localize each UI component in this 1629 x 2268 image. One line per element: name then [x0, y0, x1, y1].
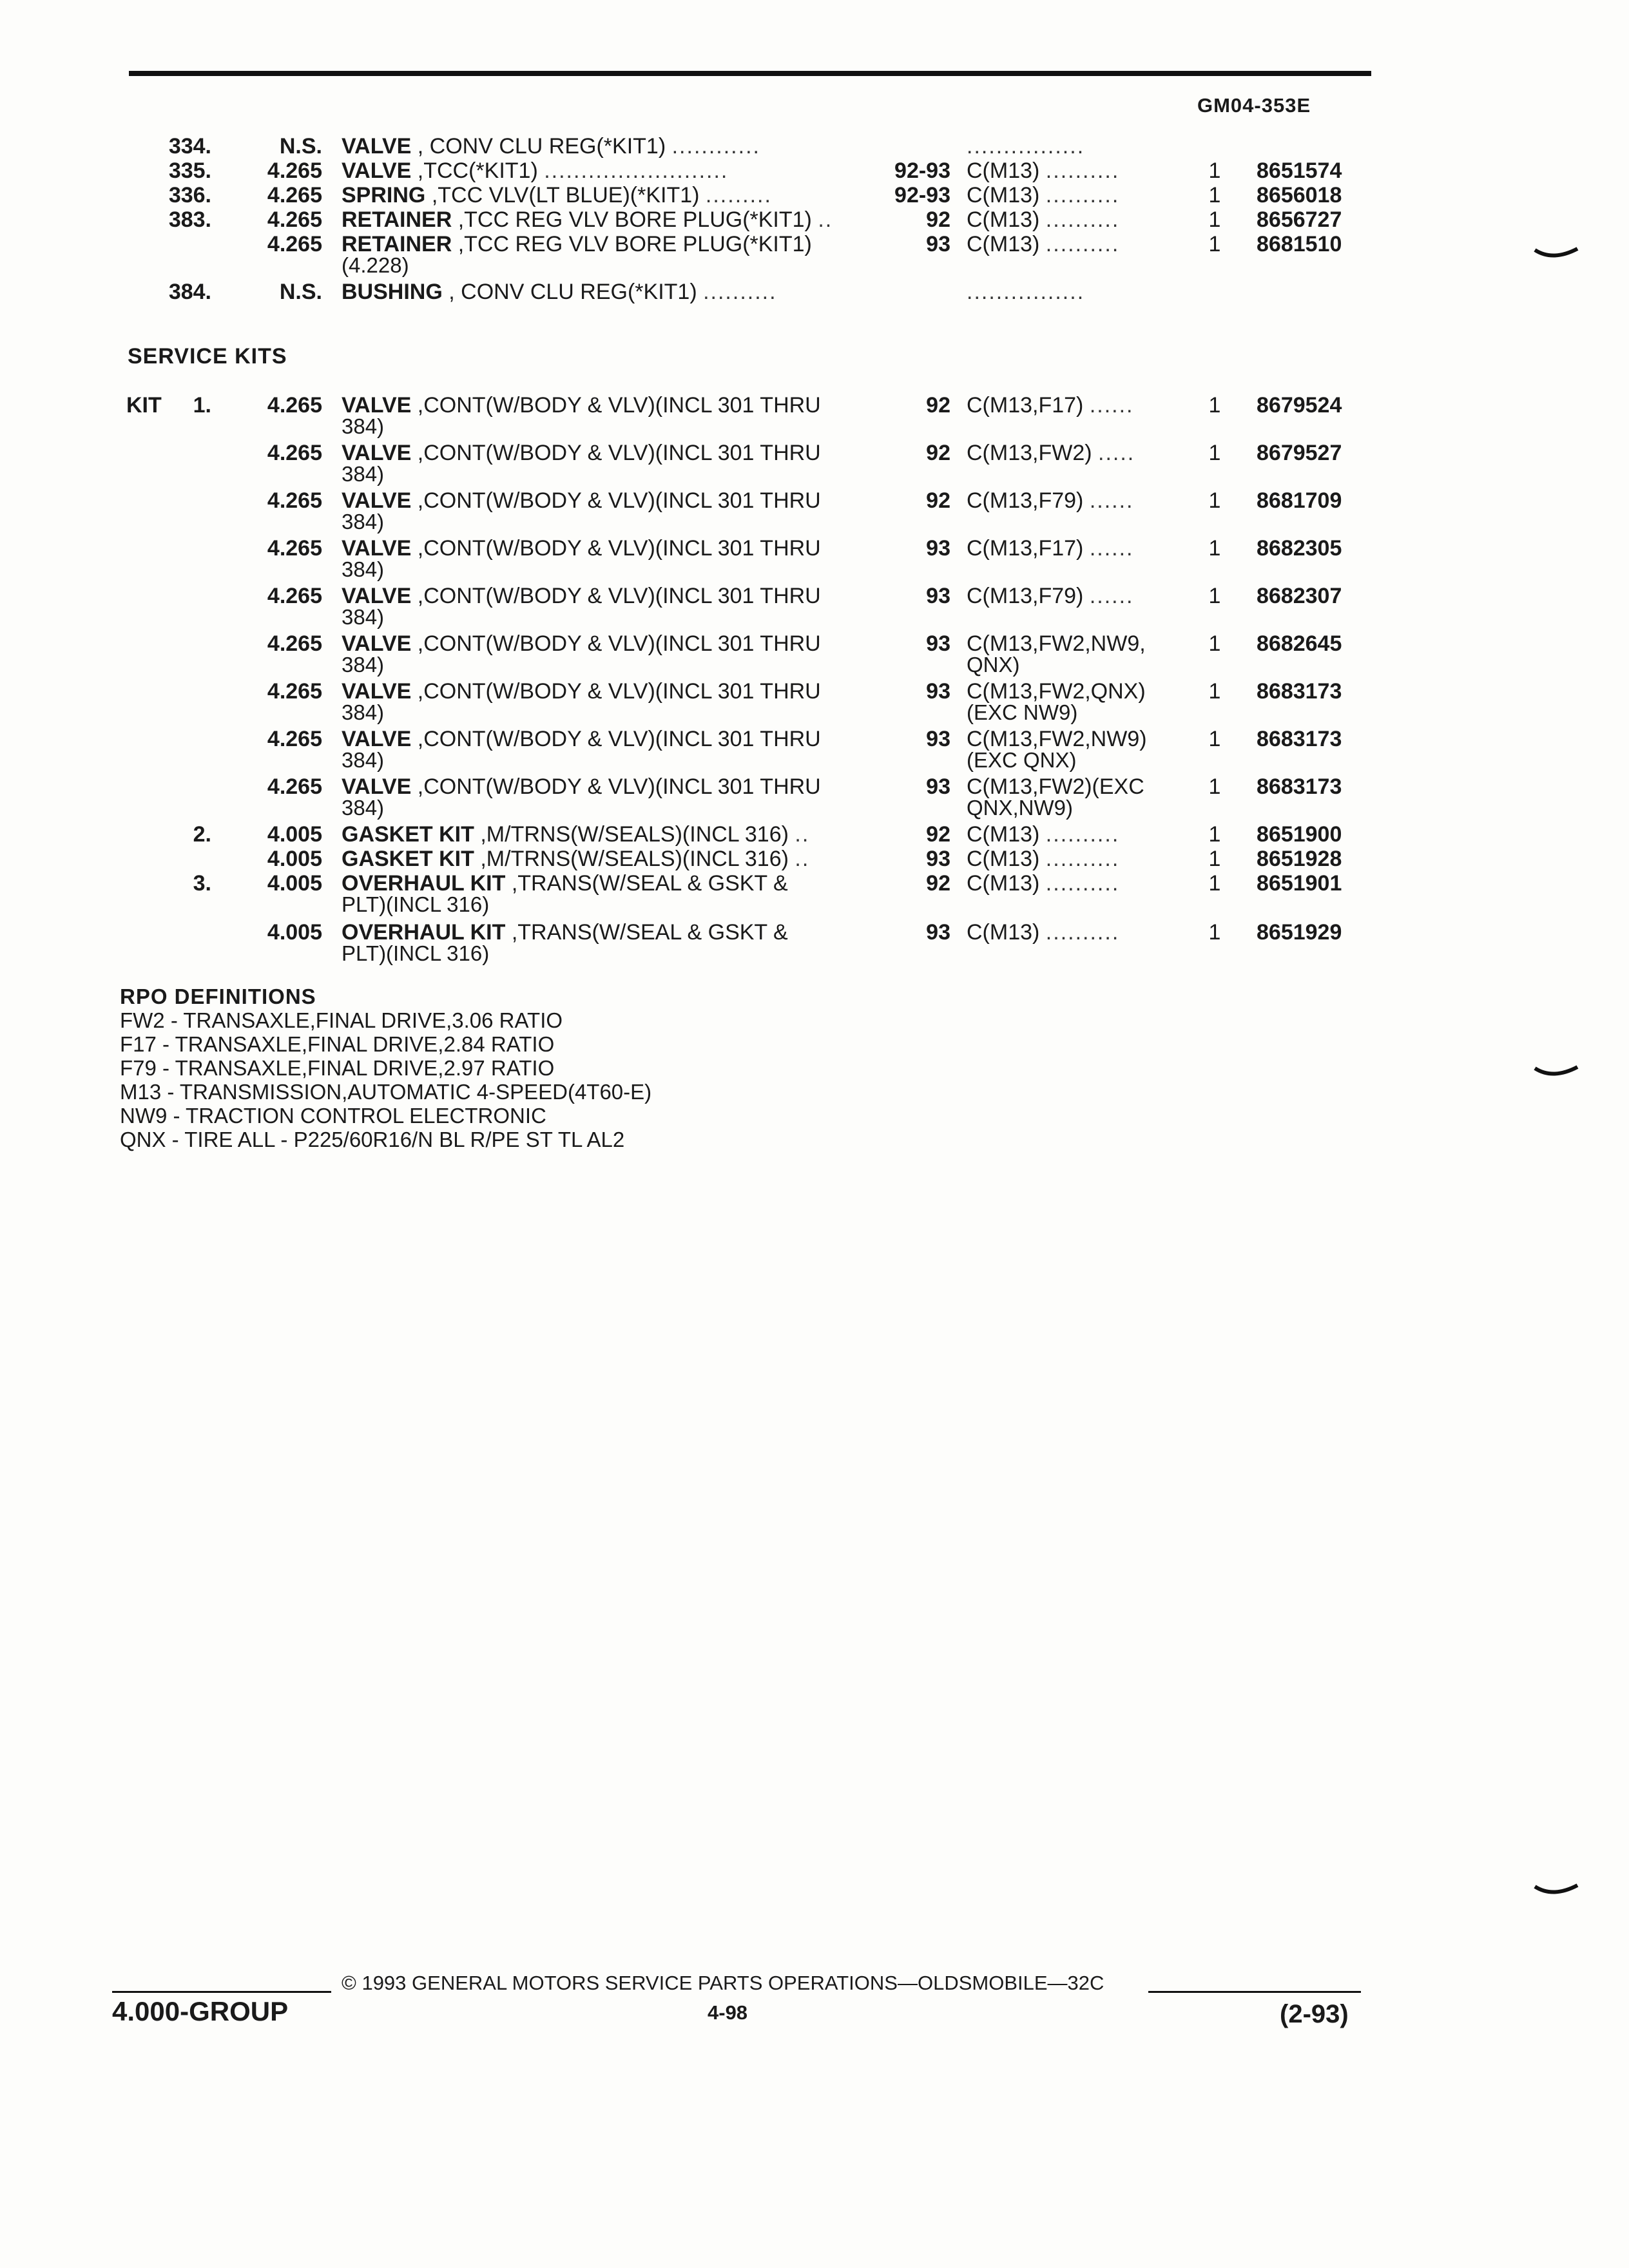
kit-row	[0, 441, 1629, 486]
part-name: OVERHAUL KIT	[342, 871, 506, 896]
rpo-code	[967, 441, 1186, 465]
page-number: 4-98	[708, 2001, 748, 2024]
part-description	[342, 134, 870, 159]
leader-dots: ..........	[1045, 232, 1120, 256]
parts-row-384	[0, 280, 1629, 304]
rpo-definition: QNX - TIRE ALL - P225/60R16/N BL R/PE ST TL AL2	[120, 1128, 625, 1151]
leader-dots: ..........	[1045, 847, 1120, 871]
part-number: 8656018	[1257, 183, 1342, 207]
ref-number: 335.	[168, 159, 211, 183]
model-year: 92	[926, 207, 950, 232]
parts-row-383	[0, 207, 1629, 232]
quantity: 1	[1208, 488, 1221, 513]
rpo-code-continued: (EXC QNX)	[967, 748, 1077, 772]
rpo-code	[967, 488, 1186, 513]
footer-copyright: © 1993 GENERAL MOTORS SERVICE PARTS OPERATIONS—OLDSMOBILE—32C	[342, 1972, 1104, 1994]
kit-row	[0, 920, 1629, 965]
quantity: 1	[1208, 393, 1221, 418]
part-number: 8682305	[1257, 536, 1342, 561]
quantity: 1	[1208, 727, 1221, 751]
rpo-code: C(M13,FW2)(EXC	[967, 774, 1144, 799]
leader-dots: .........................	[544, 159, 729, 183]
kit-row	[0, 393, 1629, 438]
part-number: 8682645	[1257, 631, 1342, 656]
parts-row-334	[0, 134, 1629, 159]
rpo-text: C(M13,F17)	[967, 393, 1084, 418]
part-description	[342, 393, 870, 418]
leader-dots: ......	[1089, 488, 1134, 513]
quantity: 1	[1208, 920, 1221, 945]
model-year: 92	[926, 441, 950, 465]
rpo-text: C(M13)	[967, 207, 1040, 232]
parts-row-383b	[0, 232, 1629, 277]
part-detail: ,TCC REG VLV BORE PLUG(*KIT1)	[458, 232, 812, 256]
leader-dots: ..........	[1045, 871, 1120, 896]
part-detail-continued: 384)	[342, 557, 385, 581]
group-number: N.S.	[279, 134, 322, 159]
part-detail-continued: 384)	[342, 510, 385, 533]
part-detail: ,TCC REG VLV BORE PLUG(*KIT1)	[458, 207, 812, 232]
part-description	[342, 584, 870, 608]
part-name: RETAINER	[342, 232, 452, 256]
rpo-code	[967, 232, 1186, 256]
part-name: VALVE	[342, 536, 412, 561]
part-number: 8683173	[1257, 679, 1342, 704]
group-number: N.S.	[279, 280, 322, 304]
leader-dots: ..	[795, 822, 810, 847]
document-id: GM04-353E	[1197, 94, 1311, 117]
rpo-code	[967, 280, 1186, 304]
part-number: 8679527	[1257, 441, 1342, 465]
ref-number: 384.	[168, 280, 211, 304]
kit-row	[0, 584, 1629, 629]
part-description	[342, 847, 870, 871]
part-detail: ,CONT(W/BODY & VLV)(INCL 301 THRU	[417, 631, 821, 656]
part-description	[342, 159, 870, 183]
model-year: 92-93	[894, 159, 950, 183]
parts-row-335	[0, 159, 1629, 183]
footer-rule-right	[1148, 1991, 1361, 1993]
footer-group: 4.000-GROUP	[112, 1996, 289, 2026]
part-number: 8651901	[1257, 871, 1342, 896]
leader-dots: ..........	[1045, 207, 1120, 232]
part-name: VALVE	[342, 727, 412, 751]
part-name: VALVE	[342, 134, 412, 159]
group-number: 4.265	[267, 441, 322, 465]
rpo-code-continued: QNX)	[967, 653, 1020, 677]
model-year: 92	[926, 488, 950, 513]
rpo-text: C(M13,F79)	[967, 488, 1084, 513]
part-detail: ,M/TRNS(W/SEALS)(INCL 316)	[480, 847, 789, 871]
leader-dots: ......	[1089, 584, 1134, 608]
part-detail: ,M/TRNS(W/SEALS)(INCL 316)	[480, 822, 789, 847]
group-number: 4.265	[267, 207, 322, 232]
rpo-text: C(M13)	[967, 847, 1040, 871]
model-year: 92	[926, 871, 950, 896]
quantity: 1	[1208, 536, 1221, 561]
rpo-code	[967, 847, 1186, 871]
kit-row	[0, 727, 1629, 772]
part-name: OVERHAUL KIT	[342, 920, 506, 945]
part-number: 8681510	[1257, 232, 1342, 256]
rpo-code	[967, 822, 1186, 847]
model-year: 92	[926, 393, 950, 418]
rpo-code: C(M13,FW2,NW9)	[967, 727, 1147, 751]
part-description	[342, 232, 870, 256]
part-detail-continued: (4.228)	[342, 253, 409, 277]
ref-number: 336.	[168, 183, 211, 207]
rpo-code	[967, 920, 1186, 945]
ref-number: 1.	[193, 393, 211, 418]
part-name: VALVE	[342, 584, 412, 608]
group-number: 4.005	[267, 847, 322, 871]
group-number: 4.265	[267, 232, 322, 256]
part-description	[342, 488, 870, 513]
rpo-text: C(M13)	[967, 920, 1040, 945]
rpo-code	[967, 536, 1186, 561]
part-number: 8651929	[1257, 920, 1342, 945]
part-detail-continued: PLT)(INCL 316)	[342, 941, 490, 965]
part-description	[342, 822, 870, 847]
leader-dots: .....	[1098, 441, 1135, 465]
part-number: 8683173	[1257, 727, 1342, 751]
ref-number: 3.	[193, 871, 211, 896]
group-number: 4.265	[267, 393, 322, 418]
rpo-code	[967, 393, 1186, 418]
leader-dots: ..	[818, 207, 833, 232]
footer-rule-left	[112, 1991, 331, 1993]
rpo-code: C(M13,FW2,QNX)	[967, 679, 1146, 704]
part-detail: ,CONT(W/BODY & VLV)(INCL 301 THRU	[417, 488, 821, 513]
part-description	[342, 183, 870, 207]
quantity: 1	[1208, 871, 1221, 896]
rpo-definition: NW9 - TRACTION CONTROL ELECTRONIC	[120, 1104, 546, 1128]
quantity: 1	[1208, 774, 1221, 799]
part-detail: ,TRANS(W/SEAL & GSKT &	[511, 920, 788, 945]
rpo-code	[967, 207, 1186, 232]
rpo-definition: M13 - TRANSMISSION,AUTOMATIC 4-SPEED(4T60-E)	[120, 1080, 652, 1104]
part-name: RETAINER	[342, 207, 452, 232]
leader-dots: .........	[705, 183, 772, 207]
part-detail-continued: 384)	[342, 700, 385, 724]
kit-row	[0, 631, 1629, 677]
ref-number: 334.	[168, 134, 211, 159]
group-number: 4.005	[267, 871, 322, 896]
group-number: 4.265	[267, 536, 322, 561]
leader-dots: ......	[1089, 536, 1134, 561]
part-description	[342, 631, 870, 656]
part-name: VALVE	[342, 393, 412, 418]
ref-number: 383.	[168, 207, 211, 232]
rpo-code-continued: (EXC NW9)	[967, 700, 1078, 724]
part-number: 8651574	[1257, 159, 1342, 183]
group-number: 4.265	[267, 183, 322, 207]
model-year: 92	[926, 822, 950, 847]
kit-row	[0, 822, 1629, 847]
part-description	[342, 280, 870, 304]
rpo-text: C(M13)	[967, 183, 1040, 207]
model-year: 92-93	[894, 183, 950, 207]
part-detail-continued: 384)	[342, 796, 385, 820]
part-number: 8651900	[1257, 822, 1342, 847]
group-number: 4.005	[267, 822, 322, 847]
model-year: 93	[926, 584, 950, 608]
part-detail: ,CONT(W/BODY & VLV)(INCL 301 THRU	[417, 536, 821, 561]
rpo-code: C(M13,FW2,NW9,	[967, 631, 1146, 656]
rpo-text: C(M13,F17)	[967, 536, 1084, 561]
group-number: 4.265	[267, 584, 322, 608]
margin-mark	[1534, 245, 1579, 262]
leader-dots: ................	[967, 280, 1085, 304]
part-name: GASKET KIT	[342, 822, 474, 847]
model-year: 93	[926, 631, 950, 656]
quantity: 1	[1208, 584, 1221, 608]
part-detail: ,CONT(W/BODY & VLV)(INCL 301 THRU	[417, 584, 821, 608]
quantity: 1	[1208, 631, 1221, 656]
quantity: 1	[1208, 441, 1221, 465]
part-detail: ,TRANS(W/SEAL & GSKT &	[511, 871, 788, 896]
rpo-code	[967, 871, 1186, 896]
rpo-text: C(M13,FW2)	[967, 441, 1092, 465]
rpo-text: C(M13)	[967, 822, 1040, 847]
leader-dots: ......	[1089, 393, 1134, 418]
leader-dots: ..........	[1045, 920, 1120, 945]
part-detail: ,CONT(W/BODY & VLV)(INCL 301 THRU	[417, 393, 821, 418]
kit-row	[0, 679, 1629, 724]
quantity: 1	[1208, 159, 1221, 183]
ref-number: 2.	[193, 822, 211, 847]
group-number: 4.265	[267, 488, 322, 513]
kit-row	[0, 847, 1629, 871]
part-name: VALVE	[342, 488, 412, 513]
rpo-code	[967, 183, 1186, 207]
kit-row	[0, 774, 1629, 820]
part-name: VALVE	[342, 441, 412, 465]
part-description	[342, 536, 870, 561]
quantity: 1	[1208, 847, 1221, 871]
group-number: 4.005	[267, 920, 322, 945]
part-description	[342, 441, 870, 465]
quantity: 1	[1208, 679, 1221, 704]
part-detail-continued: 384)	[342, 605, 385, 629]
margin-mark	[1534, 1063, 1579, 1080]
leader-dots: ..	[795, 847, 810, 871]
model-year: 93	[926, 774, 950, 799]
part-detail: ,TCC(*KIT1)	[417, 159, 538, 183]
part-name: GASKET KIT	[342, 847, 474, 871]
kit-label: KIT	[126, 393, 162, 418]
part-detail: ,CONT(W/BODY & VLV)(INCL 301 THRU	[417, 727, 821, 751]
leader-dots: ..........	[1045, 822, 1120, 847]
part-name: SPRING	[342, 183, 426, 207]
part-description	[342, 727, 870, 751]
rpo-code	[967, 159, 1186, 183]
group-number: 4.265	[267, 679, 322, 704]
leader-dots: ..........	[1045, 183, 1120, 207]
part-detail: ,CONT(W/BODY & VLV)(INCL 301 THRU	[417, 774, 821, 799]
part-name: VALVE	[342, 631, 412, 656]
quantity: 1	[1208, 183, 1221, 207]
margin-mark	[1534, 1881, 1579, 1898]
model-year: 93	[926, 232, 950, 256]
part-description	[342, 774, 870, 799]
kit-row	[0, 488, 1629, 533]
part-detail-continued: 384)	[342, 653, 385, 677]
part-detail: ,TCC VLV(LT BLUE)(*KIT1)	[431, 183, 700, 207]
rpo-definition: F17 - TRANSAXLE,FINAL DRIVE,2.84 RATIO	[120, 1032, 555, 1056]
model-year: 93	[926, 847, 950, 871]
group-number: 4.265	[267, 631, 322, 656]
part-detail-continued: PLT)(INCL 316)	[342, 892, 490, 916]
model-year: 93	[926, 679, 950, 704]
part-detail-continued: 384)	[342, 414, 385, 438]
kit-row	[0, 536, 1629, 581]
part-name: VALVE	[342, 159, 412, 183]
part-name: VALVE	[342, 679, 412, 704]
leader-dots: ................	[967, 134, 1085, 159]
part-name: BUSHING	[342, 280, 443, 304]
part-detail-continued: 384)	[342, 462, 385, 486]
quantity: 1	[1208, 207, 1221, 232]
footer-date: (2-93)	[1280, 2000, 1349, 2028]
part-description	[342, 207, 870, 232]
model-year: 93	[926, 920, 950, 945]
part-number: 8651928	[1257, 847, 1342, 871]
rpo-text: C(M13)	[967, 159, 1040, 183]
part-number: 8679524	[1257, 393, 1342, 418]
part-detail-continued: 384)	[342, 748, 385, 772]
part-detail: , CONV CLU REG(*KIT1)	[448, 280, 697, 304]
rpo-text: C(M13)	[967, 871, 1040, 896]
quantity: 1	[1208, 822, 1221, 847]
leader-dots: ..........	[1045, 159, 1120, 183]
leader-dots: ..........	[703, 280, 777, 304]
group-number: 4.265	[267, 774, 322, 799]
part-name: VALVE	[342, 774, 412, 799]
rpo-code-continued: QNX,NW9)	[967, 796, 1073, 820]
group-number: 4.265	[267, 727, 322, 751]
leader-dots: ............	[671, 134, 760, 159]
part-number: 8682307	[1257, 584, 1342, 608]
part-number: 8656727	[1257, 207, 1342, 232]
part-detail: ,CONT(W/BODY & VLV)(INCL 301 THRU	[417, 441, 821, 465]
rpo-definition: FW2 - TRANSAXLE,FINAL DRIVE,3.06 RATIO	[120, 1008, 563, 1032]
kit-row	[0, 871, 1629, 916]
part-detail: , CONV CLU REG(*KIT1)	[417, 134, 666, 159]
part-number: 8683173	[1257, 774, 1342, 799]
rpo-definitions-heading: RPO DEFINITIONS	[120, 985, 316, 1008]
parts-row-336	[0, 183, 1629, 207]
service-kits-heading: SERVICE KITS	[128, 344, 287, 369]
rpo-text: C(M13)	[967, 232, 1040, 256]
top-rule	[129, 71, 1371, 76]
rpo-text: C(M13,F79)	[967, 584, 1084, 608]
quantity: 1	[1208, 232, 1221, 256]
part-detail: ,CONT(W/BODY & VLV)(INCL 301 THRU	[417, 679, 821, 704]
rpo-definition: F79 - TRANSAXLE,FINAL DRIVE,2.97 RATIO	[120, 1056, 555, 1080]
rpo-code	[967, 134, 1186, 159]
rpo-definitions	[120, 985, 651, 1151]
part-number: 8681709	[1257, 488, 1342, 513]
model-year: 93	[926, 536, 950, 561]
part-description	[342, 679, 870, 704]
group-number: 4.265	[267, 159, 322, 183]
model-year: 93	[926, 727, 950, 751]
rpo-code	[967, 584, 1186, 608]
